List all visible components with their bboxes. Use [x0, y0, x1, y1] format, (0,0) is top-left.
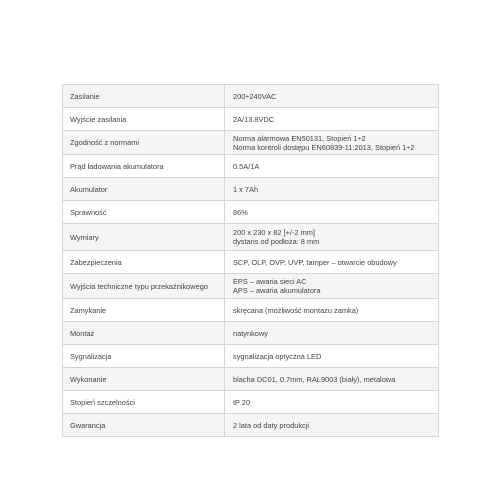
spec-value-line: 2 lata od daty produkcji	[233, 420, 310, 430]
spec-value-line: 0.5A/1A	[233, 161, 260, 171]
spec-label: Zabezpieczenia	[63, 251, 225, 274]
spec-value-line: Norma alarmowa EN50131, Stopień 1÷2	[233, 133, 366, 143]
spec-label: Akumulator	[63, 178, 225, 201]
spec-value	[225, 251, 439, 274]
spec-value-line: 1 x 7Ah	[233, 184, 259, 194]
table-row	[63, 322, 439, 345]
spec-value	[225, 155, 439, 178]
spec-value-line: dystans od podłoża: 8 mm	[233, 237, 320, 246]
spec-value	[225, 345, 439, 368]
table-row	[63, 414, 439, 437]
spec-label: Zamykanie	[63, 299, 225, 322]
spec-label: Wyjścia techniczne typu przekaźnikowego	[63, 274, 225, 299]
spec-value-line: IP 20	[233, 397, 251, 407]
table-row	[63, 368, 439, 391]
spec-label: Montaż	[63, 322, 225, 345]
table-row	[63, 108, 439, 131]
specification-table-body	[63, 85, 439, 437]
spec-label: Prąd ładowania akumulatora	[63, 155, 225, 178]
table-row	[63, 178, 439, 201]
spec-value	[225, 85, 439, 108]
table-row	[63, 85, 439, 108]
spec-value	[225, 178, 439, 201]
spec-value	[225, 391, 439, 414]
table-row	[63, 391, 439, 414]
spec-label: Gwarancja	[63, 414, 225, 437]
spec-value-line: Norma kontroli dostępu EN60839-11:2013, Stopień 1÷2	[233, 142, 415, 152]
spec-value-line: skręcana (możliwość montażu zamka)	[233, 305, 359, 315]
spec-value	[225, 368, 439, 391]
spec-label: Wymiary	[63, 224, 225, 251]
spec-label: Stopień szczelności	[63, 391, 225, 414]
table-row	[63, 251, 439, 274]
spec-value-line: sygnalizacja optyczna LED	[233, 351, 322, 361]
spec-value-line: SCP, OLP, OVP, UVP, tamper – otwarcie obudowy	[233, 257, 397, 267]
spec-value-line: natynkowy	[233, 328, 268, 338]
table-row	[63, 299, 439, 322]
spec-value	[225, 201, 439, 224]
spec-value	[225, 131, 439, 155]
spec-label: Zgodność z normami	[63, 131, 225, 155]
table-row	[63, 345, 439, 368]
spec-label: Wykonanie	[63, 368, 225, 391]
spec-value-line: APS – awaria akumulatora	[233, 286, 321, 295]
spec-value	[225, 322, 439, 345]
spec-value	[225, 414, 439, 437]
table-row	[63, 131, 439, 155]
spec-value-line: blacha DC01, 0.7mm, RAL9003 (biały), metalowa	[233, 374, 396, 384]
spec-value-line: 200÷240VAC	[233, 91, 277, 101]
spec-label: Sygnalizacja	[63, 345, 225, 368]
spec-label: Sprawność	[63, 201, 225, 224]
spec-value-line: 200 x 230 x 82 [+/-2 mm]	[233, 228, 315, 237]
table-row	[63, 274, 439, 299]
spec-value	[225, 224, 439, 251]
spec-value-line: EPS – awaria sieci AC	[233, 277, 307, 286]
spec-label: Wyjście zasilania	[63, 108, 225, 131]
table-row	[63, 155, 439, 178]
spec-value-line: 86%	[233, 207, 248, 217]
spec-label: Zasilanie	[63, 85, 225, 108]
table-row	[63, 224, 439, 251]
spec-value	[225, 274, 439, 299]
spec-value-line: 2A/13.8VDC	[233, 114, 275, 124]
table-row	[63, 201, 439, 224]
spec-value	[225, 108, 439, 131]
spec-value	[225, 299, 439, 322]
specification-table	[62, 84, 439, 437]
